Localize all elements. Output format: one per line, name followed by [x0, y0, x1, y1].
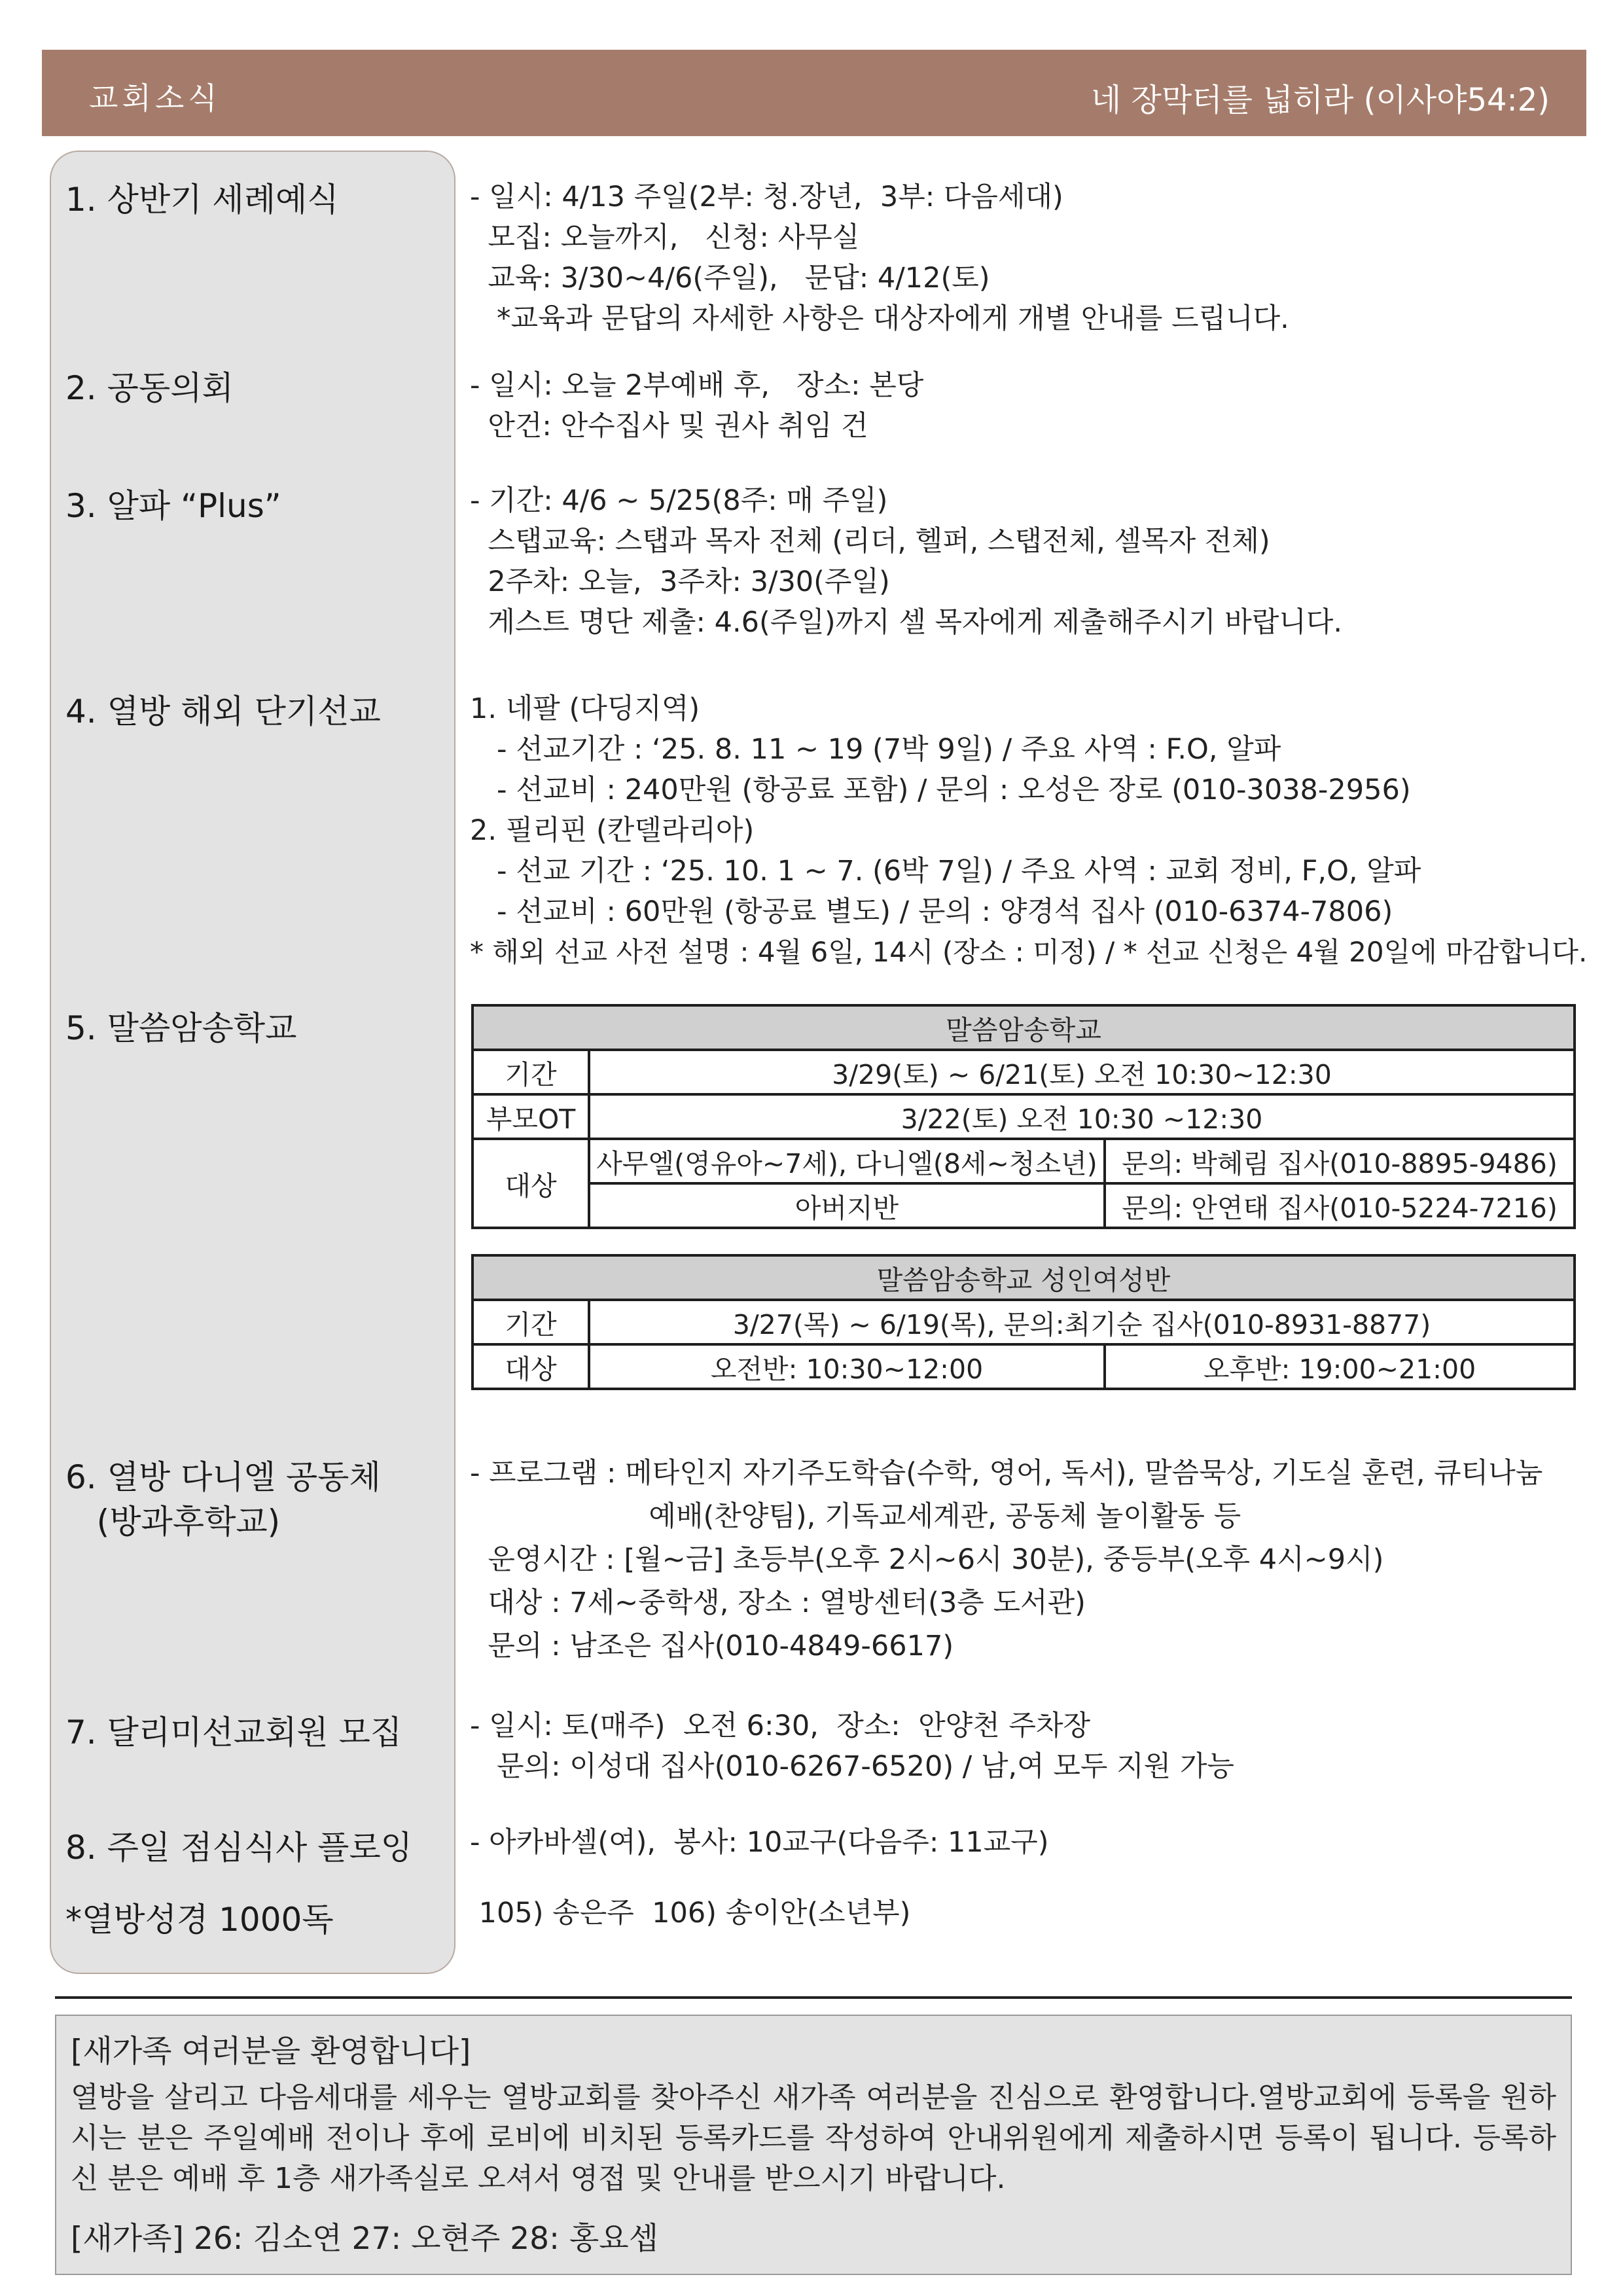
- table-cell-evening-class: 오후반: 19:00~21:00: [1105, 1344, 1575, 1389]
- section-subtitle-after-school: (방과후학교): [65, 1503, 281, 1541]
- content-line: - 선교비 : 240만원 (항공료 포함) / 문의 : 오성은 장로 (010-3038-2956): [470, 774, 1411, 806]
- content-line: 스탭교육: 스탭과 목자 전체 (리더, 헬퍼, 스탭전체, 셀목자 전체): [470, 525, 1270, 558]
- content-line: - 일시: 오늘 2부예배 후, 장소: 본당: [470, 369, 924, 402]
- section-content-mission-trip: [470, 689, 1587, 973]
- welcome-title: [새가족 여러분을 환영합니다]: [71, 2034, 471, 2070]
- table-cell-target-children: 사무엘(영유아~7세), 다니엘(8세~청소년): [589, 1139, 1105, 1183]
- section-content-daniel-community: [470, 1452, 1543, 1668]
- content-line: 게스트 명단 제출: 4.6(주일)까지 셀 목자에게 제출해주시기 바랍니다.: [470, 606, 1343, 639]
- content-line: * 해외 선교 사전 설명 : 4월 6일, 14시 (장소 : 미정) / * 선교 신청은 4월 20일에 마감합니다.: [470, 936, 1588, 968]
- section-content-lunch-flowing: [470, 1822, 1049, 1863]
- section-title-lunch-flowing: 8. 주일 점심식사 플로잉: [65, 1829, 413, 1867]
- section-title-sidebar: [50, 151, 455, 1974]
- content-line: - 프로그램 : 메타인지 자기주도학습(수학, 영어, 독서), 말씀묵상, 기도실 훈련, 큐티나눔: [470, 1457, 1543, 1490]
- content-line: 문의 : 남조은 집사(010-4849-6617): [470, 1630, 954, 1662]
- content-line: *교육과 문답의 자세한 사항은 대상자에게 개별 안내를 드립니다.: [470, 302, 1289, 335]
- table-header: 말씀암송학교 성인여성반: [473, 1255, 1575, 1300]
- content-line: 1. 네팔 (다딩지역): [470, 692, 700, 725]
- content-line: 2주차: 오늘, 3주차: 3/30(주일): [470, 565, 890, 598]
- content-line: 운영시간 : [월~금] 초등부(오후 2시~6시 30분), 중등부(오후 4시~9시): [470, 1543, 1384, 1576]
- table-cell-parent-ot: 3/22(토) 오전 10:30 ~12:30: [589, 1094, 1575, 1139]
- news-header-bar: [42, 50, 1586, 136]
- header-verse: 네 장막터를 넓히라 (이사야54:2): [1090, 82, 1550, 118]
- section-title-alpha-plus: 3. 알파 “Plus”: [65, 487, 281, 525]
- table-label-target: 대상: [473, 1139, 589, 1228]
- content-line: - 일시: 4/13 주일(2부: 청.장년, 3부: 다음세대): [470, 181, 1063, 213]
- content-line: 대상 : 7세~중학생, 장소 : 열방센터(3층 도서관): [470, 1587, 1086, 1619]
- section-divider: [55, 1996, 1572, 1999]
- section-content-alpha-plus: [470, 480, 1342, 643]
- content-line: 안건: 안수집사 및 권사 취임 건: [470, 410, 868, 442]
- table-cell-target-fathers: 아버지반: [589, 1183, 1105, 1228]
- section-title-daniel-community: 6. 열방 다니엘 공동체: [65, 1458, 381, 1496]
- content-line: 예배(찬양팀), 기독교세계관, 공동체 놀이활동 등: [470, 1500, 1241, 1533]
- section-title-baptism: 1. 상반기 세례예식: [65, 181, 339, 219]
- new-family-welcome-box: [55, 2015, 1572, 2275]
- table-cell-contact-1: 문의: 박혜림 집사(010-8895-9486): [1105, 1139, 1575, 1183]
- content-line: 교육: 3/30~4/6(주일), 문답: 4/12(토): [470, 262, 990, 295]
- table-cell-morning-class: 오전반: 10:30~12:00: [589, 1344, 1105, 1389]
- content-line: - 아카바셀(여), 봉사: 10교구(다음주: 11교구): [470, 1826, 1049, 1859]
- section-title-bible-reading: *열방성경 1000독: [65, 1901, 334, 1939]
- table-header: 말씀암송학교: [473, 1005, 1575, 1050]
- section-content-baptism: [470, 177, 1289, 339]
- content-line: 2. 필리핀 (칸델라리아): [470, 814, 755, 847]
- welcome-body: 열방을 살리고 다음세대를 세우는 열방교회를 찾아주신 새가족 여러분을 진심으로 환영합니다.열방교회에 등록을 원하시는 분은 주일예배 전이나 후에 로비에 비치된 등록카드를 작성하여 안내위원에게 제출하시면 등록이 됩니다. 등록하신 분은 예배 후 1층 새가족실로 오셔서 영접 및 안내를 받으시기 바랍니다.: [71, 2081, 1556, 2195]
- table-cell-contact-2: 문의: 안연태 집사(010-5224-7216): [1105, 1183, 1575, 1228]
- content-line: 문의: 이성대 집사(010-6267-6520) / 남,여 모두 지원 가능: [470, 1750, 1234, 1783]
- section-content-bible-reading: [470, 1893, 910, 1933]
- header-title: 교회소식: [89, 81, 221, 116]
- content-line: 모집: 오늘까지, 신청: 사무실: [470, 221, 860, 254]
- content-line: - 선교 기간 : ‘25. 10. 1 ~ 7. (6박 7일) / 주요 사역 : 교회 정비, F,O, 알파: [470, 855, 1421, 888]
- table-cell-period: 3/27(목) ~ 6/19(목), 문의:최기순 집사(010-8931-8877): [589, 1300, 1575, 1344]
- content-line: - 기간: 4/6 ~ 5/25(8주: 매 주일): [470, 484, 888, 517]
- table-cell-period: 3/29(토) ~ 6/21(토) 오전 10:30~12:30: [589, 1050, 1575, 1094]
- adult-women-class-table: [471, 1254, 1576, 1390]
- content-line: - 선교기간 : ‘25. 8. 11 ~ 19 (7박 9일) / 주요 사역 : F.O, 알파: [470, 733, 1281, 766]
- table-label-target: 대상: [473, 1344, 589, 1389]
- table-label-parent-ot: 부모OT: [473, 1094, 589, 1139]
- table-label-period: 기간: [473, 1300, 589, 1344]
- section-title-mission-trip: 4. 열방 해외 단기선교: [65, 692, 381, 730]
- content-line: - 일시: 토(매주) 오전 6:30, 장소: 안양천 주차장: [470, 1710, 1091, 1742]
- table-label-period: 기간: [473, 1050, 589, 1094]
- section-content-congregation-meeting: [470, 365, 923, 446]
- section-title-scripture-school: 5. 말씀암송학교: [65, 1009, 297, 1047]
- content-line: - 선교비 : 60만원 (항공료 별도) / 문의 : 양경석 집사 (010-6374-7806): [470, 895, 1393, 928]
- scripture-school-table: [471, 1004, 1576, 1229]
- new-family-list: [새가족] 26: 김소연 27: 오현주 28: 홍요셉: [71, 2221, 659, 2257]
- section-title-congregation-meeting: 2. 공동의회: [65, 369, 234, 407]
- section-title-runners-club: 7. 달리미선교회원 모집: [65, 1713, 402, 1751]
- section-content-runners-club: [470, 1706, 1234, 1787]
- content-line: 105) 송은주 106) 송이안(소년부): [470, 1897, 911, 1929]
